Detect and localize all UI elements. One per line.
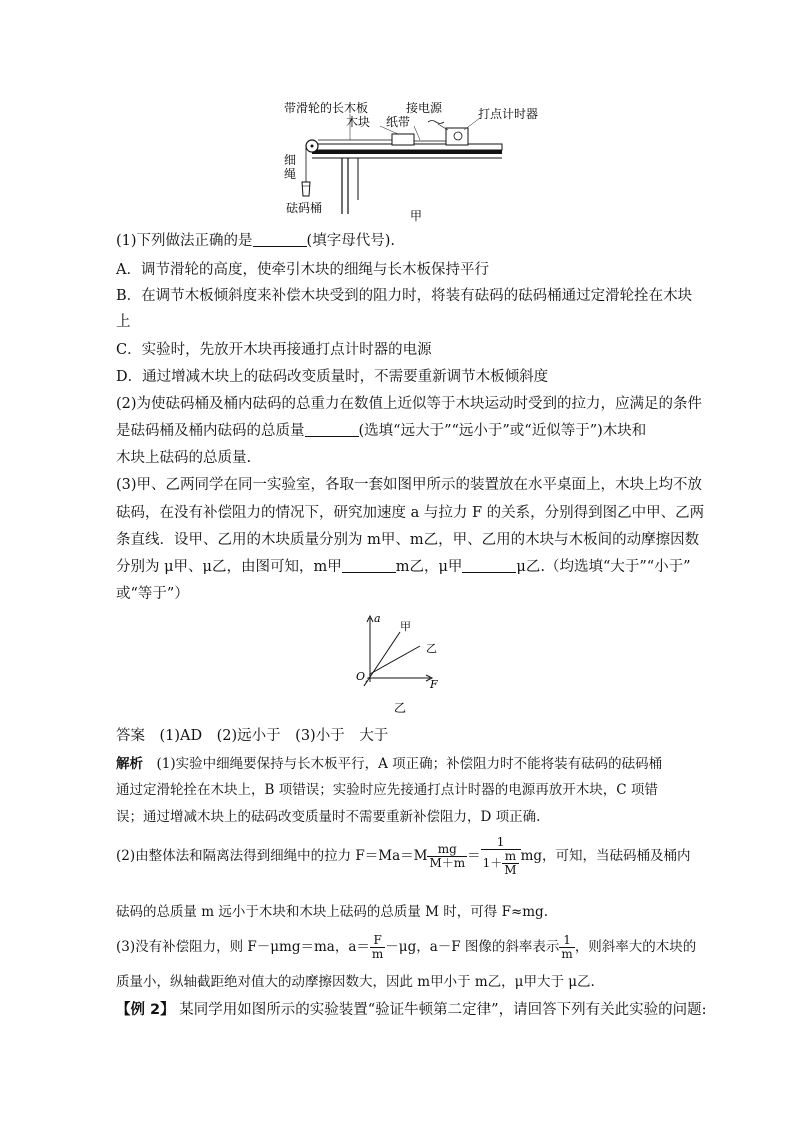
q3-blank-m — [342, 558, 396, 573]
label-bucket: 砝码桶 — [286, 201, 323, 215]
analysis-p2-line1: (2)由整体法和隔离法得到细绳中的拉力 F＝Ma＝M $\frac{mg}{M+m}$ ＝ 1 1＋ $\frac{m}{M}$ mg，可知，当砝码桶及桶内 — [116, 835, 691, 877]
q1-option-d: D．通过增减木块上的砝码改变质量时，不需要重新调节木板倾斜度 — [116, 369, 549, 385]
q1-option-c: C．实验时，先放开木块再接通打点计时器的电源 — [116, 342, 432, 358]
q3-blank-mu — [462, 558, 516, 573]
q2-line1: (2)为使砝码桶及桶内砝码的总重力在数值上近似等于木块运动时受到的拉力，应满足的条件 — [116, 396, 703, 412]
apparatus-figure — [280, 96, 539, 224]
board-base — [312, 150, 502, 154]
q2-line3: 木块上砝码的总质量. — [116, 450, 252, 466]
q3-line3: 条直线．设甲、乙用的木块质量分别为 m甲、m乙，甲、乙用的木块与木板间的动摩擦因数 — [116, 532, 700, 548]
wood-block — [392, 134, 414, 145]
figure1-caption: 甲 — [410, 209, 423, 223]
analysis-p1-line2: 通过定滑轮拴在木块上，B 项错误；实验时应先接通打点计时器的电源再放开木块，C 项错 — [116, 782, 658, 798]
q2-blank — [305, 422, 359, 437]
label-timer: 打点计时器 — [478, 107, 539, 121]
line-jia-label: 甲 — [400, 620, 411, 633]
weight-bucket — [302, 182, 310, 196]
label-board: 带滑轮的长木板 — [284, 101, 369, 115]
a-f-graph — [350, 612, 450, 716]
analysis-p3-line2: 质量小，纵轴截距绝对值大的动摩擦因数大，因此 m甲小于 m乙，μ甲大于 μ乙. — [116, 974, 595, 990]
q3-line2: 砝码，在没有补偿阻力的情况下，研究加速度 a 与拉力 F 的关系，分别得到图乙中甲、乙两 — [116, 505, 705, 521]
q3-line1: (3)甲、乙两同学在同一实验室，各取一套如图甲所示的装置放在水平桌面上，木块上均不放 — [116, 477, 703, 493]
timer — [446, 128, 468, 145]
q3-line5: 或“等于”） — [116, 586, 189, 602]
analysis-p2-line2: 砝码的总质量 m 远小于木块和木块上砝码的总质量 M 时，可得 F≈mg. — [116, 904, 548, 920]
axis-label-f: F — [430, 678, 438, 691]
q1-stem: (1)下列做法正确的是 (填字母代号). — [116, 233, 395, 249]
q3-line4: 分别为 μ甲、μ乙，由图可知，m甲 m乙，μ甲 μ乙.（均选填“大于”“小于” — [116, 559, 691, 575]
line-yi-label: 乙 — [426, 642, 437, 655]
label-rope-a: 细 — [284, 153, 297, 167]
axis-label-a: a — [374, 612, 381, 625]
origin-label: O — [356, 670, 366, 683]
q2-line2: 是砝码桶及桶内砝码的总质量 (选填“远大于”“远小于”或“近似等于”)木块和 — [116, 423, 647, 439]
analysis-p1-line1: 解析 (1)实验中细绳要保持与长木板平行，A 项正确；补偿阻力时不能将装有砝码的砝码桶 — [116, 756, 663, 772]
analysis-p3-line1: (3)没有补偿阻力，则 F－μmg＝ma，a＝ $\frac{F}{m}$ －μg，a－F 图像的斜率表示 $\frac{1}{m}$ ，则斜率大的木块的 — [116, 933, 697, 961]
fraction-one-m: $\frac{1}{m}$ — [561, 933, 573, 961]
label-tape: 纸带 — [386, 115, 411, 129]
analysis-p1-line3: 误；通过增减木块上的砝码改变质量时不需要重新补偿阻力，D 项正确. — [116, 809, 541, 825]
fraction-mg: $\frac{mg}{M+m}$ — [429, 842, 466, 870]
label-power: 接电源 — [406, 101, 443, 115]
answer: 答案 (1)AD (2)远小于 (3)小于 大于 — [116, 728, 389, 744]
figure2-caption: 乙 — [394, 701, 407, 715]
q1-blank — [253, 232, 307, 247]
q1-option-b-cont: 上 — [116, 314, 131, 330]
label-block: 木块 — [346, 115, 371, 129]
line-yi — [370, 646, 420, 674]
example-2: 【例 2】 某同学用如图所示的实验装置“验证牛顿第二定律”，请回答下列有关此实验的问题: — [116, 1002, 707, 1018]
q1-option-b: B．在调节木板倾斜度来补偿木块受到的阻力时，将装有砝码的砝码桶通过定滑轮拴在木块 — [116, 288, 693, 304]
q1-option-a: A．调节滑轮的高度，使牵引木块的细绳与长木板保持平行 — [116, 262, 489, 278]
fraction-f-m: $\frac{F}{m}$ — [371, 933, 384, 961]
label-rope-b: 绳 — [284, 167, 297, 181]
fraction-one: 1 1＋ $\frac{m}{M}$ — [481, 836, 521, 877]
